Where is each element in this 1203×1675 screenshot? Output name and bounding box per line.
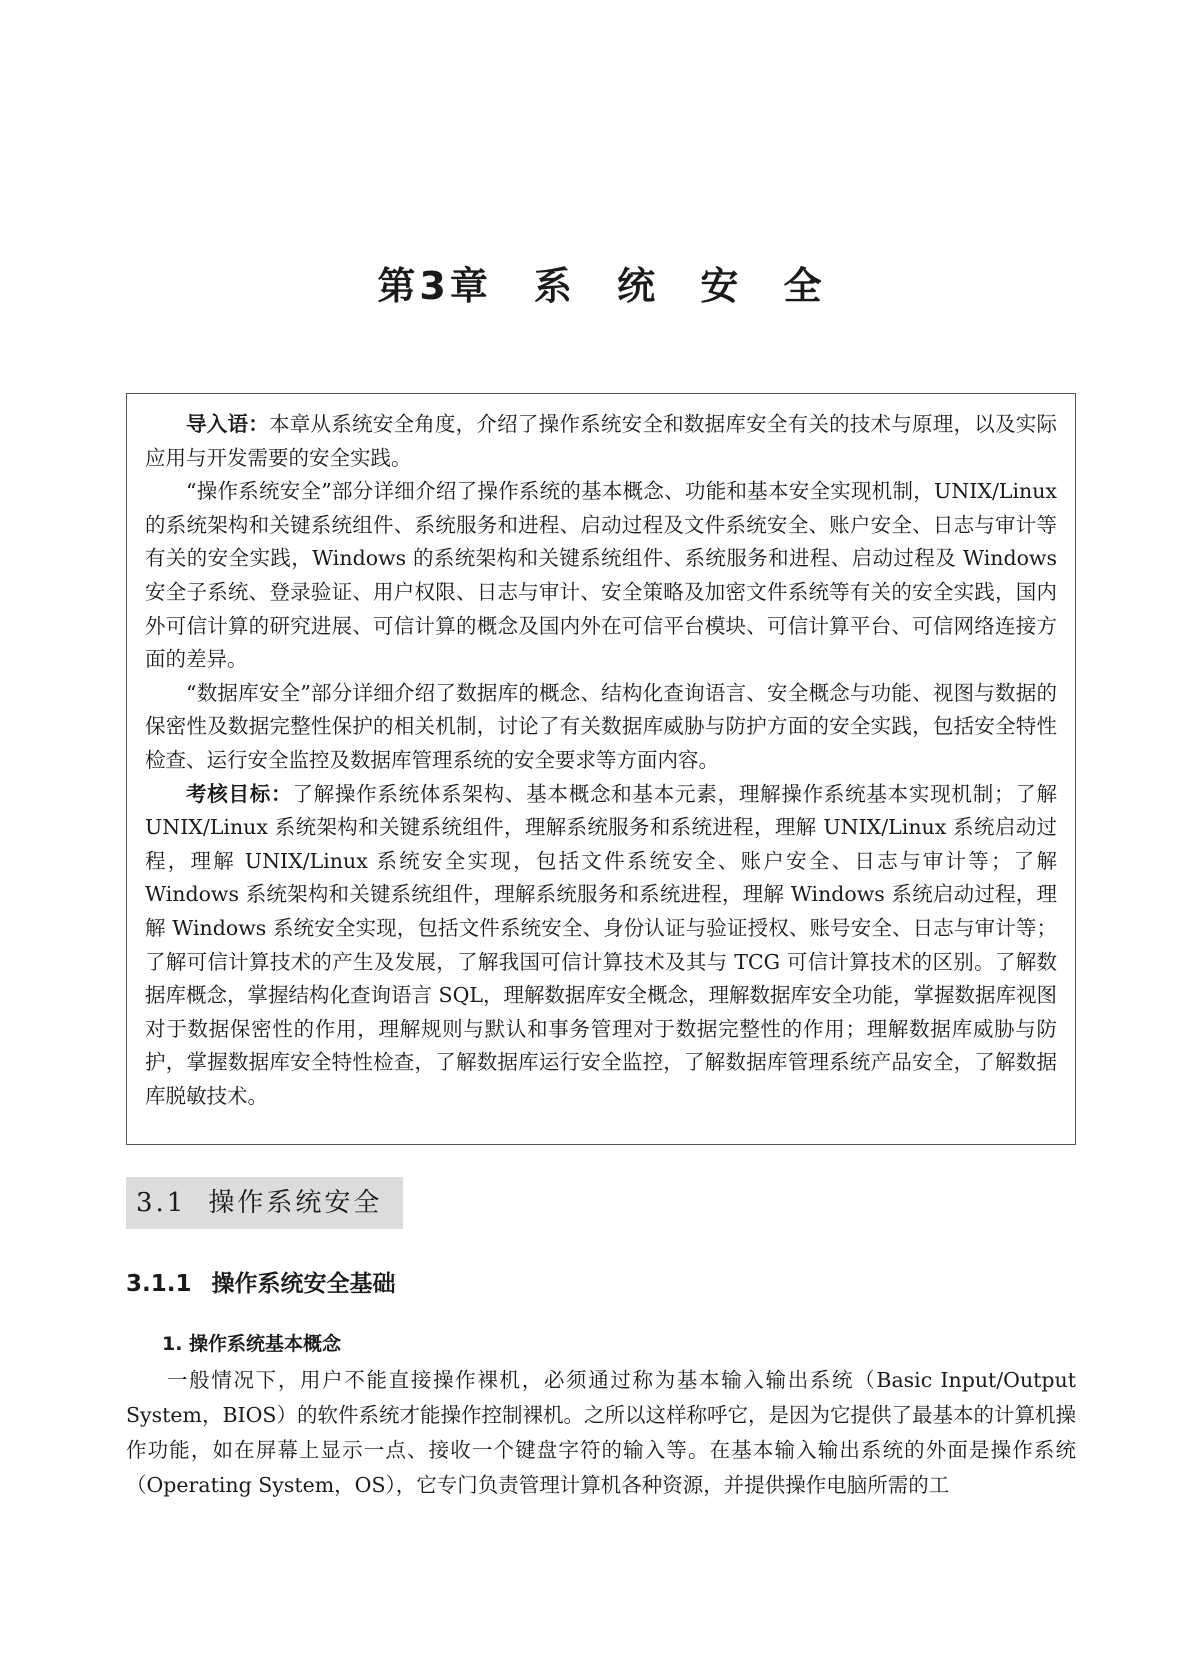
intro-lead-text: 本章从系统安全角度，介绍了操作系统安全和数据库安全有关的技术与原理，以及实际应用与开发需要的安全实践。 xyxy=(145,412,1058,470)
subsection-number: 3.1.1 xyxy=(126,1271,192,1297)
intro-goal-paragraph xyxy=(145,778,1057,1114)
intro-lead-paragraph xyxy=(145,408,1057,475)
intro-goal-text: 了解操作系统体系架构、基本概念和基本元素，理解操作系统基本实现机制；了解 UNIX/Linux 系统架构和关键系统组件，理解系统服务和系统进程，理解 UNIX/Linux 系统启动过程，理解 UNIX/Linux 系统安全实现，包括文件系统安全、账户安全、日志与审计等；了解 Windows 系统架构和关键系统组件，理解系统服务和系统进程，理解 Windows 系统启动过程，理解 Windows 系统安全实现，包括文件系统安全、身份认证与验证授权、账号安全、日志与审计等；了解可信计算技术的产生及发展，了解我国可信计算技术及其与 TCG 可信计算技术的区别。了解数据库概念，掌握结构化查询语言 SQL，理解数据库安全概念，理解数据库安全功能，掌握数据库视图对于数据保密性的作用，理解规则与默认和事务管理对于数据完整性的作用；理解数据库威胁与防护，掌握数据库安全特性检查，了解数据库运行安全监控，了解数据库管理系统产品安全，了解数据库脱敏技术。 xyxy=(145,781,1057,1108)
item-heading: 1. 操作系统基本概念 xyxy=(162,1333,342,1355)
section-number: 3.1 xyxy=(136,1188,187,1218)
intro-lead-label: 导入语： xyxy=(186,412,269,436)
intro-box xyxy=(126,393,1076,1145)
body-paragraph: 一般情况下，用户不能直接操作裸机，必须通过称为基本输入输出系统（Basic Input/Output System，BIOS）的软件系统才能操作控制裸机。之所以这样称呼它，是因为它提供了最基本的计算机操作功能，如在屏幕上显示一点、接收一个键盘字符的输入等。在基本输入输出系统的外面是操作系统（Operating System，OS），它专门负责管理计算机各种资源，并提供操作电脑所需的工 xyxy=(126,1368,1076,1497)
intro-db-paragraph: “数据库安全”部分详细介绍了数据库的概念、结构化查询语言、安全概念与功能、视图与数据的保密性及数据完整性保护的相关机制，讨论了有关数据库威胁与防护方面的安全实践，包括安全特性检查、运行安全监控及数据库管理系统的安全要求等方面内容。 xyxy=(145,680,1057,772)
intro-goal-label: 考核目标： xyxy=(186,781,293,806)
chapter-title: 第3章 系 统 安 全 xyxy=(377,264,826,308)
subsection-heading xyxy=(126,1268,396,1300)
section-heading xyxy=(126,1177,403,1229)
subsection-title: 操作系统安全基础 xyxy=(211,1271,396,1297)
intro-os-paragraph: “操作系统安全”部分详细介绍了操作系统的基本概念、功能和基本安全实现机制，UNIX/Linux 的系统架构和关键系统组件、系统服务和进程、启动过程及文件系统安全、账户安全、日志与审计等有关的安全实践，Windows 的系统架构和关键系统组件、系统服务和进程、启动过程及 Windows 安全子系统、登录验证、用户权限、日志与审计、安全策略及加密文件系统等有关的安全实践，国内外可信计算的研究进展、可信计算的概念及国内外在可信平台模块、可信计算平台、可信网络连接方面的差异。 xyxy=(145,479,1057,672)
section-title: 操作系统安全 xyxy=(208,1188,383,1218)
